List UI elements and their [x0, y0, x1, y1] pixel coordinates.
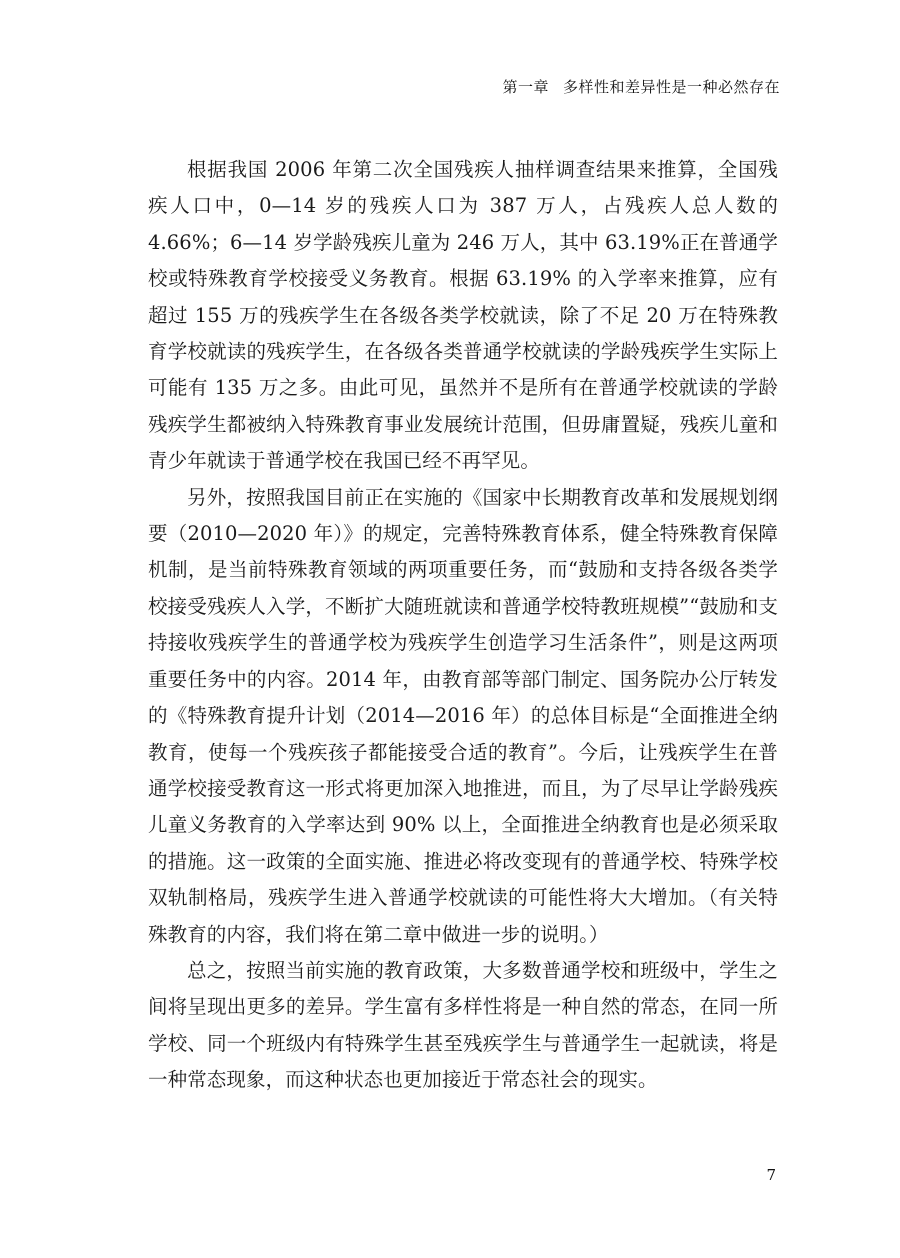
page-body	[148, 152, 778, 1099]
chapter-title: 多样性和差异性是一种必然存在	[562, 78, 780, 96]
chapter-number: 第一章	[502, 78, 549, 96]
paragraph-2: 另外，按照我国目前正在实施的《国家中长期教育改革和发展规划纲要（2010—2020 年）》的规定，完善特殊教育体系，健全特殊教育保障机制，是当前特殊教育领域的两项重要任务，而“鼓励和支持各级各类学校接受残疾人入学，不断扩大随班就读和普通学校特教班规模”“鼓励和支持接收残疾学生的普通学校为残疾学生创造学习生活条件”，则是这两项重要任务中的内容。2014 年，由教育部等部门制定、国务院办公厅转发的《特殊教育提升计划（2014—2016 年）的总体目标是“全面推进全纳教育，使每一个残疾孩子都能接受合适的教育”。今后，让残疾学生在普通学校接受教育这一形式将更加深入地推进，而且，为了尽早让学龄残疾儿童义务教育的入学率达到 90% 以上，全面推进全纳教育也是必须采取的措施。这一政策的全面实施、推进必将改变现有的普通学校、特殊学校双轨制格局，残疾学生进入普通学校就读的可能性将大大增加。（有关特殊教育的内容，我们将在第二章中做进一步的说明。）	[148, 485, 778, 946]
page-number: 7	[766, 1166, 776, 1184]
running-header	[502, 76, 780, 97]
paragraph-1: 根据我国 2006 年第二次全国残疾人抽样调查结果来推算，全国残疾人口中，0—14 岁的残疾人口为 387 万人，占残疾人总人数的 4.66%；6—14 岁学龄残疾儿童为 246 万人，其中 63.19%正在普通学校或特殊教育学校接受义务教育。根据 63.19% 的入学率来推算，应有超过 155 万的残疾学生在各级各类学校就读，除了不足 20 万在特殊教育学校就读的残疾学生，在各级各类普通学校就读的学龄残疾学生实际上可能有 135 万之多。由此可见，虽然并不是所有在普通学校就读的学龄残疾学生都被纳入特殊教育事业发展统计范围，但毋庸置疑，残疾儿童和青少年就读于普通学校在我国已经不再罕见。	[148, 158, 778, 473]
paragraph-3: 总之，按照当前实施的教育政策，大多数普通学校和班级中，学生之间将呈现出更多的差异。学生富有多样性将是一种自然的常态，在同一所学校、同一个班级内有特殊学生甚至残疾学生与普通学生一起就读，将是一种常态现象，而这种状态也更加接近于常态社会的现实。	[148, 958, 778, 1092]
